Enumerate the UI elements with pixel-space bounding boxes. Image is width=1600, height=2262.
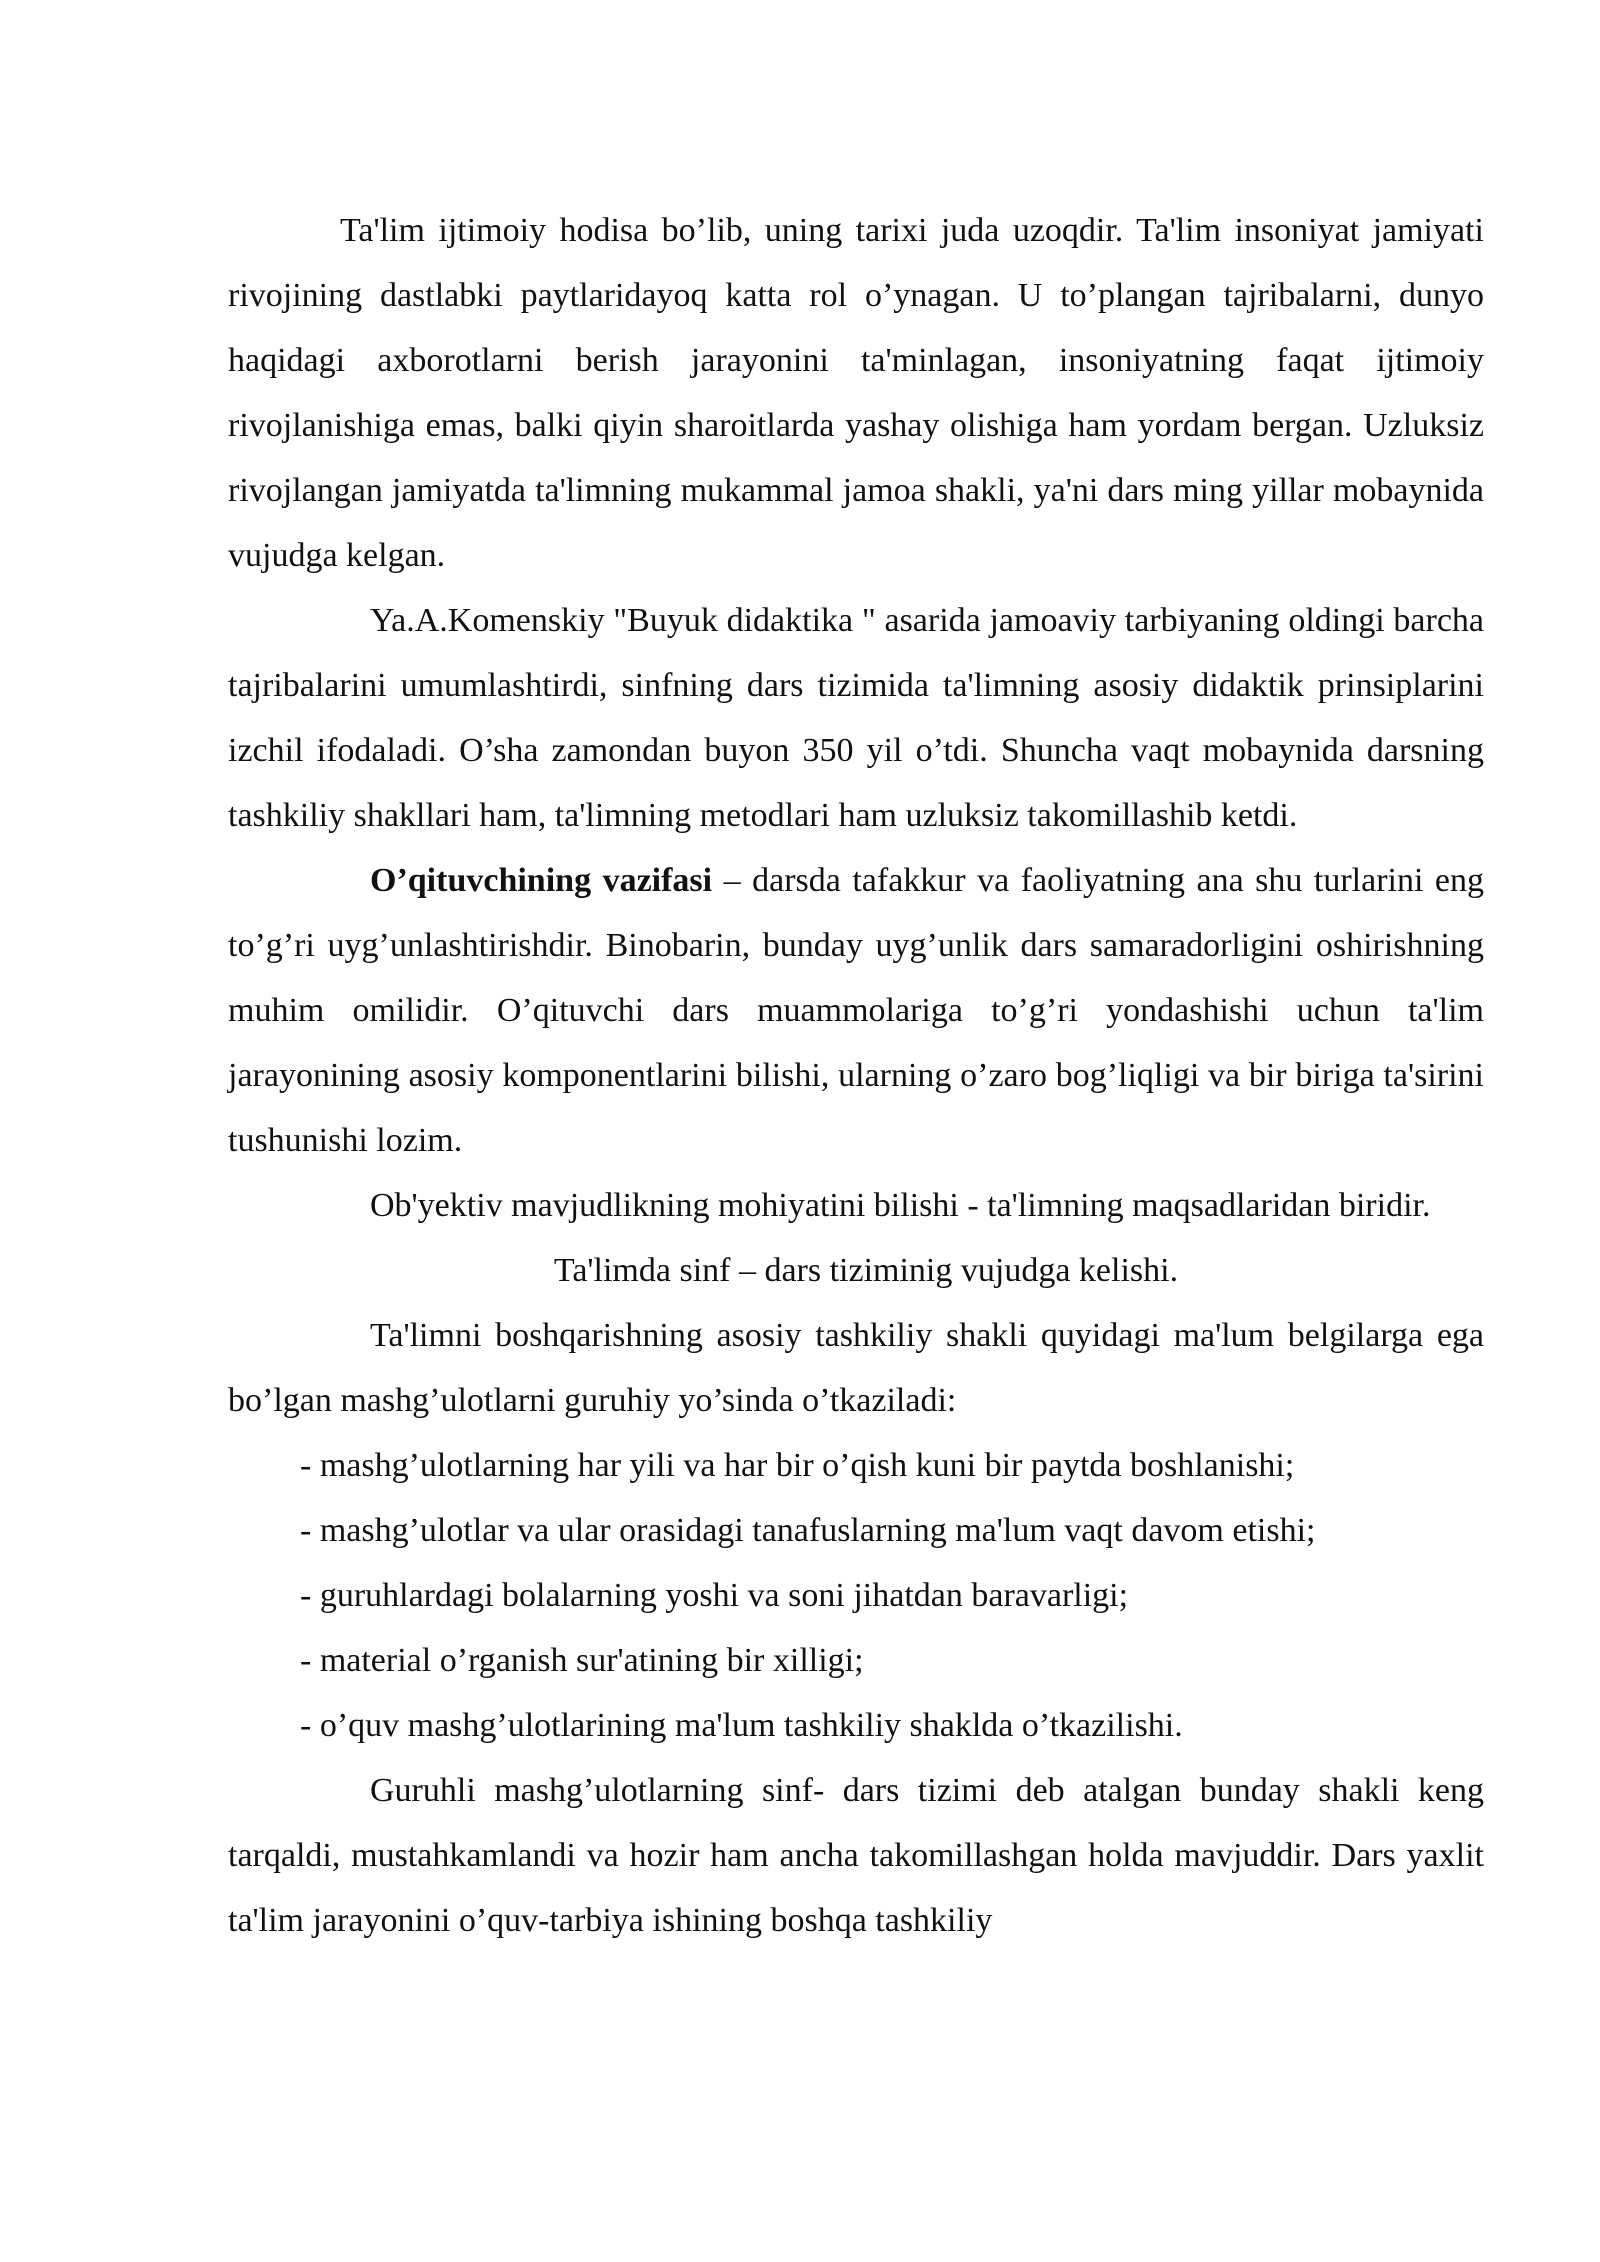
list-item: - o’quv mashg’ulotlarining ma'lum tashkiliy shaklda o’tkazilishi. (300, 1707, 1183, 1744)
list-item: - material o’rganish sur'atining bir xilligi; (300, 1642, 864, 1679)
list-item: - guruhlardagi bolalarning yoshi va soni jihatdan baravarligi; (300, 1577, 1129, 1614)
paragraph-komenskiy: Ya.A.Komenskiy "Buyuk didaktika " asarida jamoaviy tarbiyaning oldingi barcha tajribalarini umumlashtirdi, sinfning dars tizimida ta'limning asosiy didaktik prinsiplarini izchil ifodaladi. O’sha zamondan buyon 350 yil o’tdi. Shuncha vaqt mobaynida darsning tashkiliy shakllari ham, ta'limning metodlari ham uzluksiz takomillashib ketdi. (228, 602, 1484, 834)
paragraph-group-lessons: Guruhli mashg’ulotlarning sinf- dars tizimi deb atalgan bunday shakli keng tarqaldi, mustahkamlandi va hozir ham ancha takomillashgan holda mavjuddir. Dars yaxlit ta'lim jarayonini o’quv-tarbiya ishining boshqa tashkiliy (228, 1772, 1484, 1939)
list-item: - mashg’ulotlar va ular orasidagi tanafuslarning ma'lum vaqt davom etishi; (300, 1512, 1316, 1549)
paragraph-management: Ta'limni boshqarishning asosiy tashkiliy shakli quyidagi ma'lum belgilarga ega bo’lgan mashg’ulotlarni guruhiy yo’sinda o’tkaziladi: (228, 1317, 1484, 1419)
paragraph-talim-history: Ta'lim ijtimoiy hodisa bo’lib, uning tarixi juda uzoqdir. Ta'lim insoniyat jamiyati rivojining dastlabki paytlaridayoq katta rol o’ynagan. U to’plangan tajribalarni, dunyo haqidagi axborotlarni berish jarayonini ta'minlagan, insoniyatning faqat ijtimoiy rivojlanishiga emas, balki qiyin sharoitlarda yashay olishiga ham yordam bergan. Uzluksiz rivojlangan jamiyatda ta'limning mukammal jamoa shakli, ya'ni dars ming yillar mobaynida vujudga kelgan. (228, 212, 1484, 574)
section-heading: Ta'limda sinf – dars tiziminig vujudga kelishi. (553, 1252, 1179, 1289)
paragraph-teacher-task (228, 848, 1484, 1173)
paragraph-teacher-task-text: – darsda tafakkur va faoliyatning ana shu turlarini eng to’g’ri uyg’unlashtirishdir. Binobarin, bunday uyg’unlik dars samaradorligini oshirishning muhim omilidir. O’qituvchi dars muammolariga to’g’ri yondashishi uchun ta'lim jarayonining asosiy komponentlarini bilishi, ularning o’zaro bog’liqligi va bir biriga ta'sirini tushunishi lozim. (228, 862, 1484, 1159)
bold-term: O’qituvchining vazifasi (370, 862, 713, 899)
features-list (228, 1433, 1484, 1758)
document-page (228, 198, 1484, 1953)
list-item: - mashg’ulotlarning har yili va har bir o’qish kuni bir paytda boshlanishi; (300, 1447, 1295, 1484)
paragraph-objective: Ob'yektiv mavjudlikning mohiyatini bilishi - ta'limning maqsadlaridan biridir. (370, 1187, 1431, 1224)
